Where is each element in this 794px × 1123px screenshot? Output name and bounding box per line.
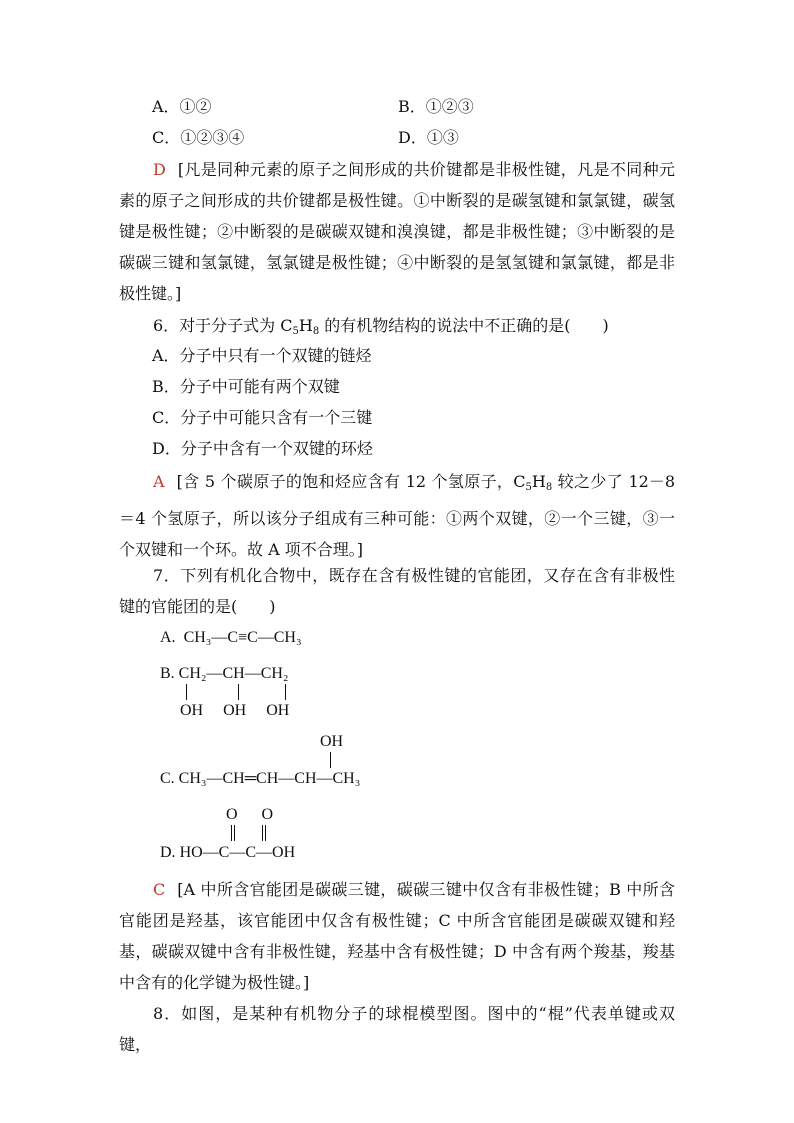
q7-option-c-bond	[330, 752, 331, 768]
q6-option-b: B．分子中可能有两个双键	[152, 377, 340, 396]
q6-stem	[119, 310, 675, 347]
q7-option-d-bond	[234, 825, 235, 841]
q7-option-d-label: D.	[160, 844, 176, 861]
q6-explanation-part: H	[531, 472, 546, 491]
q6-stem-part: 的有机物结构的说法中不正确的是( )	[319, 316, 609, 335]
q6-answer: A	[153, 472, 165, 491]
q6-explanation-sub: 5	[525, 482, 532, 493]
q7-option-d-bond	[265, 825, 266, 841]
q5-option-d: D．①③	[398, 128, 459, 147]
q7-stem: 7．下列有机化合物中，既存在含有极性键的官能团，又存在含有非极性键的官能团的是( )	[119, 566, 675, 616]
q5-option-b: B．①②③	[398, 97, 474, 116]
q7-option-c-label: C.	[160, 770, 175, 787]
q7-option-a	[160, 629, 302, 647]
q5-option-c: C．①②③④	[152, 128, 245, 147]
q6-option-d: D．分子中含有一个双键的环烃	[152, 439, 373, 458]
q6-explanation-part: [含 5 个碳原子的饱和烃应含有 12 个氢原子，C	[176, 472, 526, 491]
q7-option-a-formula: CH₃—C≡C—CH₃	[183, 629, 302, 646]
q7-answer: C	[153, 880, 166, 899]
q7-option-b-bond	[186, 684, 187, 700]
q5-option-a: A．①②	[152, 97, 212, 116]
q7-option-d	[160, 844, 295, 862]
q5-explanation-block	[119, 154, 675, 309]
q7-option-b-formula: CH₂—CH—CH₂	[178, 665, 289, 682]
q7-explanation-block	[119, 874, 675, 998]
q6-stem-part: H	[298, 316, 313, 335]
q7-option-d-top: O O	[226, 806, 274, 823]
q7-option-b-bond	[238, 684, 239, 700]
q7-option-d-bond	[231, 825, 232, 841]
q7-option-b-bond	[285, 684, 286, 700]
q8-stem: 8．如图，是某种有机物分子的球棍模型图。图中的“棍”代表单键或双键，	[119, 1004, 675, 1054]
q6-stem-part: 6．对于分子式为 C	[153, 316, 293, 335]
q7-explanation: [A 中所含官能团是碳碳三键，碳碳三键中仅含有非极性键；B 中所含官能团是羟基，该官能团中仅含有极性键；C 中所含官能团是碳碳双键和羟基，碳碳双键中含有非极性键，羟基中含有极性键；D 中含有两个羧基，羧基中含有的化学键为极性键。]	[119, 880, 675, 992]
q6-explanation-sub: 8	[545, 482, 553, 493]
q7-option-b	[160, 665, 289, 683]
q7-option-a-label: A.	[160, 629, 176, 646]
q7-option-c-top: OH	[320, 733, 344, 750]
q5-answer: D	[153, 160, 166, 179]
q7-option-b-hydroxyls: OH OH OH	[180, 702, 290, 719]
q7-option-d-formula: HO—C—C—OH	[179, 844, 296, 861]
q6-stem-sub: 5	[292, 326, 299, 337]
q6-option-a: A．分子中只有一个双键的链烃	[152, 346, 372, 365]
q6-option-c: C．分子中可能只含有一个三键	[152, 408, 373, 427]
q7-option-c	[160, 770, 360, 788]
q7-option-b-label: B.	[160, 665, 175, 682]
q6-stem-sub: 8	[312, 326, 320, 337]
q7-option-c-formula: CH₃—CH═CH—CH—CH₃	[178, 770, 361, 787]
q6-explanation-block	[119, 466, 675, 565]
q7-option-d-bond	[262, 825, 263, 841]
q6-explanation-part: 较之少了 12－8＝4 个氢原子，所以该分子组成有三种可能：①两个双键，②一个三键，③一个双键和一个环。故 A 项不合理。]	[119, 472, 675, 559]
q5-explanation: [凡是同种元素的原子之间形成的共价键都是非极性键，凡是不同种元素的原子之间形成的共价键都是极性键。①中断裂的是碳氢键和氯氯键，碳氢键是极性键；②中断裂的是碳碳双键和溴溴键，都是非极性键；③中断裂的是碳碳三键和氢氯键，氢氯键是极性键；④中断裂的是氢氢键和氯氯键，都是非极性键。]	[119, 160, 675, 303]
